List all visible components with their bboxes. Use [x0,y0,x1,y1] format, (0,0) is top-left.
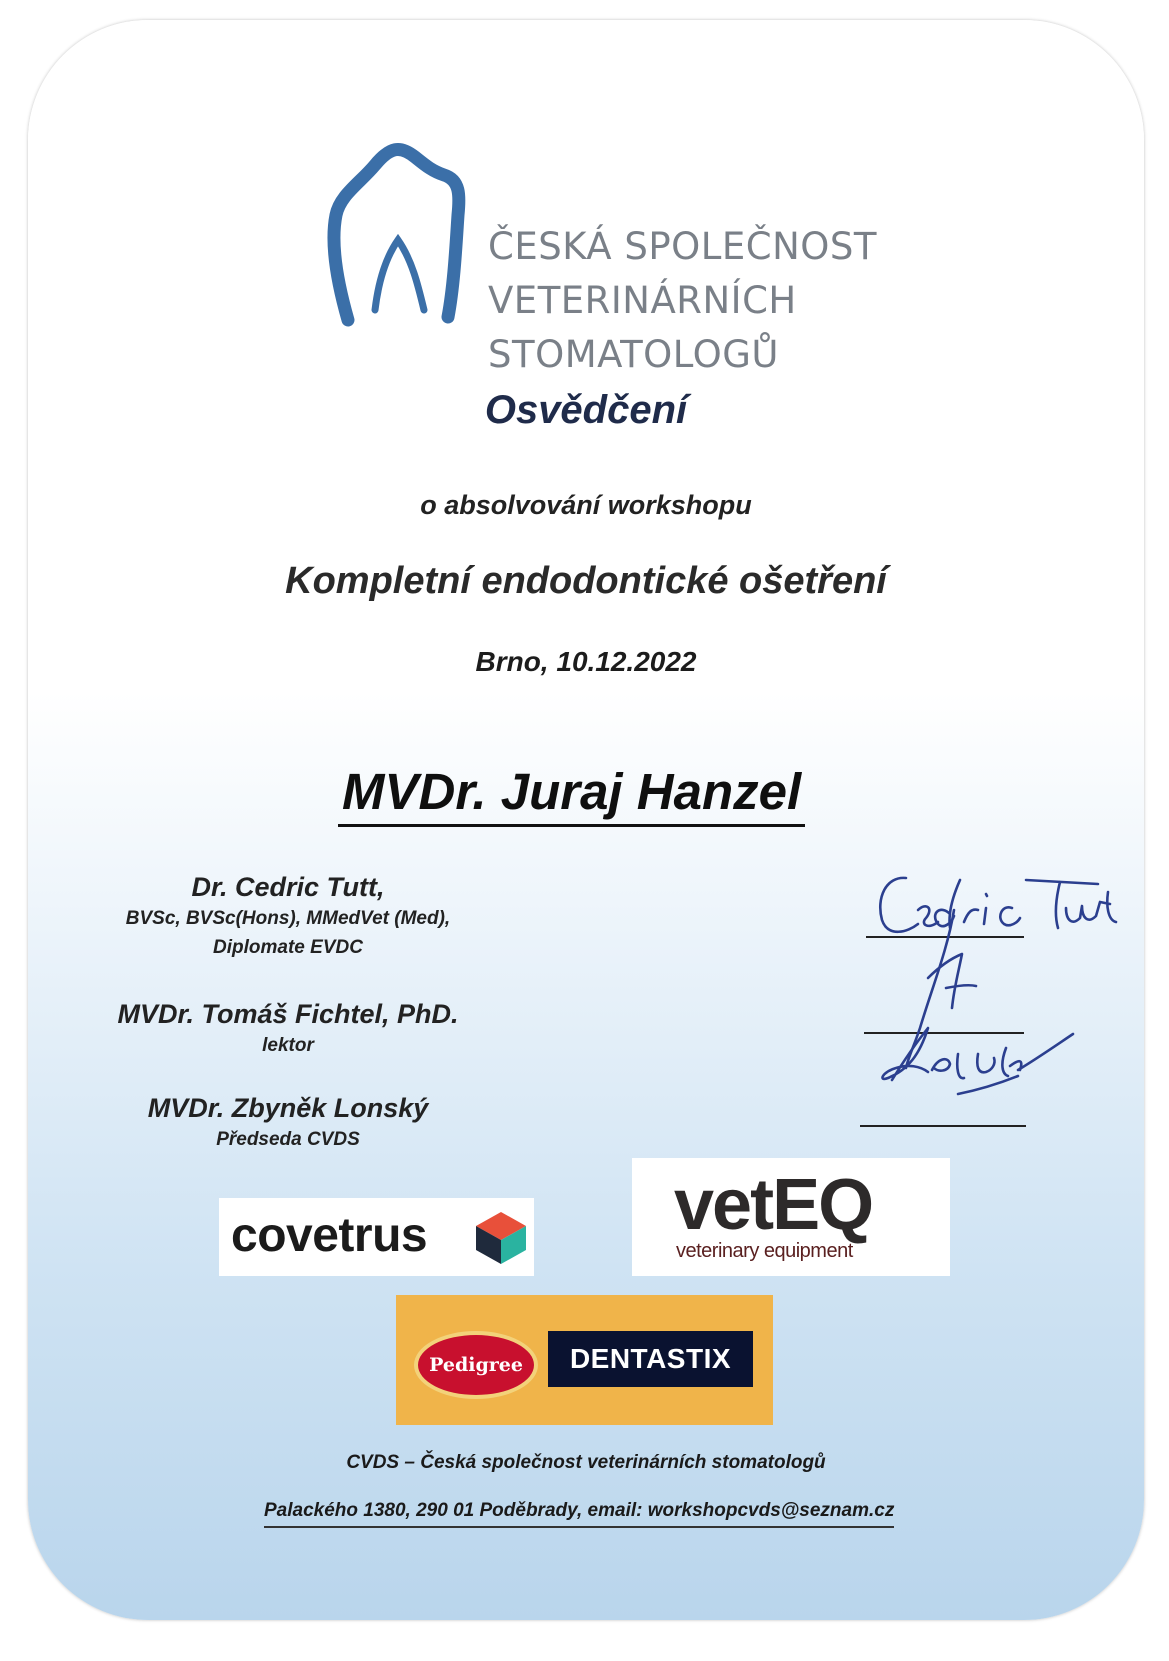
certificate-card [28,20,1144,1620]
lecturer-block [78,870,498,962]
lecturer-name: MVDr. Zbyněk Lonský [147,1093,429,1123]
certificate-subtitle: o absolvování workshopu [420,490,752,520]
veteq-logo [632,1158,950,1276]
pedigree-dentastix-logo [396,1295,773,1425]
lecturer-role: BVSc, BVSc(Hons), MMedVet (Med), [125,908,451,929]
covetrus-cube-icon [474,1210,528,1266]
course-name: Kompletní endodontické ošetření [285,560,887,602]
covetrus-logo [219,1198,534,1276]
lecturer-name: MVDr. Tomáš Fichtel, PhD. [117,999,459,1029]
veteq-tagline: veterinary equipment [676,1240,853,1262]
organization-name [488,220,877,382]
certificate-title: Osvědčení [484,388,688,432]
lecturer-block [78,997,498,1060]
lecturer-role: Diplomate EVDC [213,937,363,958]
lecturer-block [78,1091,498,1154]
lecturer-role: Předseda CVDS [216,1129,360,1150]
pedigree-badge: Pedigree [414,1331,538,1399]
lecturer-name: Dr. Cedric Tutt, [191,872,385,902]
organization-name-line: ČESKÁ SPOLEČNOST [488,225,878,268]
recipient-name: MVDr. Juraj Hanzel [338,762,805,827]
footer-contact: Palackého 1380, 290 01 Poděbrady, email: workshopcvds@seznam.cz [264,1500,894,1528]
organization-name-line: STOMATOLOGŮ [488,333,779,376]
dentastix-label: DENTASTIX [548,1331,753,1387]
lecturer-role: lektor [262,1035,314,1056]
organization-name-line: VETERINÁRNÍCH [488,279,797,322]
veteq-wordmark: vetEQ [674,1165,873,1245]
covetrus-wordmark: covetrus [231,1209,428,1262]
footer-organization: CVDS – Česká společnost veterinárních stomatologů [346,1452,826,1473]
house-tooth-logo-icon [320,135,470,345]
place-date: Brno, 10.12.2022 [475,646,697,677]
handwritten-signatures [868,858,1143,1138]
